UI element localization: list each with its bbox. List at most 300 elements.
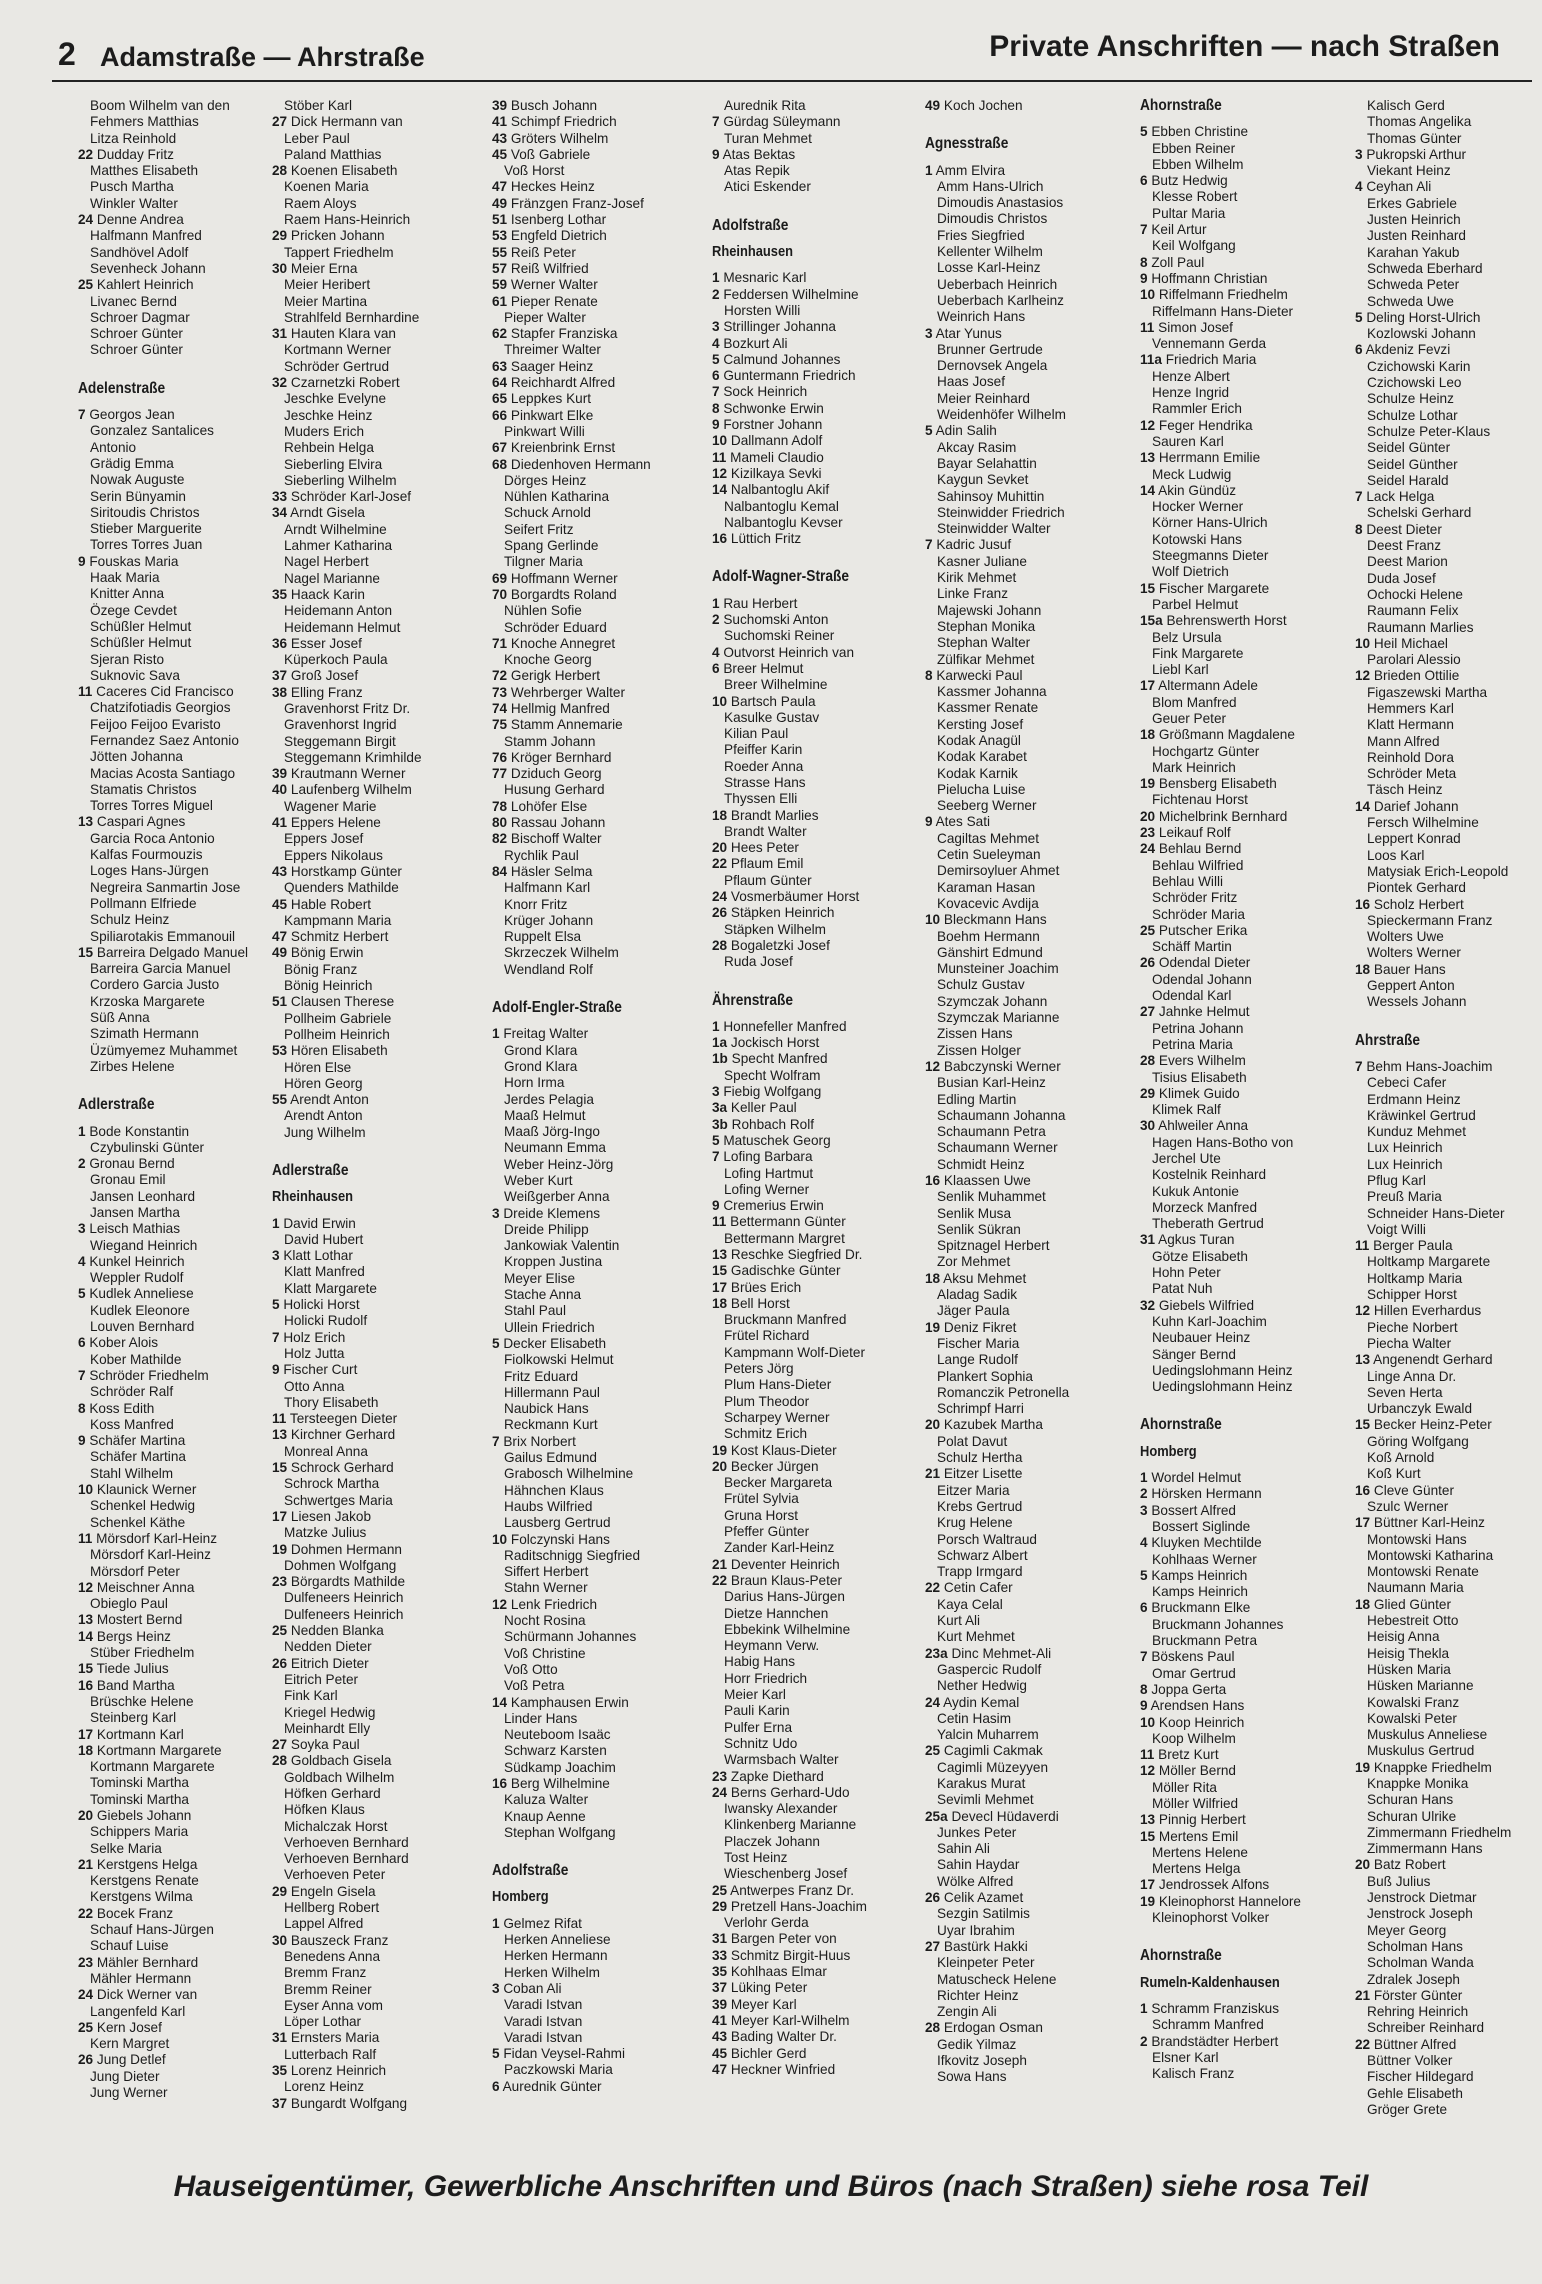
resident-entry: [1355, 1222, 1542, 1238]
resident-name: Karaman Hasan: [937, 879, 1036, 895]
resident-entry: [1140, 1600, 1340, 1616]
resident-entry: [78, 2036, 258, 2052]
resident-entry: [925, 163, 1135, 179]
resident-name: Winkler Walter: [90, 195, 178, 211]
resident-entry: [1140, 2066, 1340, 2082]
resident-entry: [78, 1824, 258, 1840]
resident-name: Deventer Heinrich: [730, 1556, 840, 1572]
resident-entry: [925, 798, 1135, 814]
resident-entry: [492, 554, 697, 570]
resident-entry: [272, 538, 477, 554]
resident-name: Fehmers Matthias: [90, 114, 199, 130]
resident-entry: [1355, 1580, 1542, 1596]
resident-name: Klimek Guido: [1158, 1085, 1240, 1101]
district-heading: Rumeln-Kaldenhausen: [1140, 1973, 1280, 1991]
resident-name: Halfmann Manfred: [90, 228, 202, 244]
resident-entry: [272, 1076, 477, 1092]
resident-name: Eitzer Lisette: [943, 1466, 1023, 1482]
resident-entry: [272, 799, 477, 815]
resident-name: Busian Karl-Heinz: [937, 1075, 1046, 1091]
house-number: 10: [492, 1531, 508, 1547]
resident-name: Sänger Bernd: [1152, 1346, 1236, 1362]
resident-entry: [78, 2020, 258, 2036]
resident-entry: [712, 1035, 917, 1051]
resident-name: Plum Hans-Dieter: [724, 1377, 832, 1393]
resident-name: Reinhold Dora: [1367, 749, 1454, 765]
resident-entry: [712, 352, 917, 368]
resident-name: Gürdag Süleymann: [723, 114, 841, 130]
resident-name: Hörsken Hermann: [1151, 1486, 1262, 1502]
resident-entry: [78, 814, 258, 830]
resident-entry: [272, 1476, 477, 1492]
resident-entry: [925, 994, 1135, 1010]
resident-name: Engeln Gisela: [290, 1883, 376, 1899]
resident-entry: [272, 2030, 477, 2046]
resident-entry: [712, 1084, 917, 1100]
resident-entry: [272, 587, 477, 603]
resident-entry: [1140, 336, 1340, 352]
resident-name: Aydin Kemal: [943, 1694, 1020, 1710]
resident-name: Suknovic Sava: [90, 667, 180, 683]
resident-name: Täsch Heinz: [1367, 782, 1443, 798]
resident-entry: [1140, 1135, 1340, 1151]
resident-name: Peters Jörg: [724, 1361, 794, 1377]
house-number: 9: [1140, 1698, 1148, 1714]
page-header: [0, 30, 1542, 76]
resident-name: Haak Maria: [90, 570, 160, 586]
resident-name: Steggemann Krimhilde: [284, 749, 422, 765]
resident-name: Stephan Walter: [937, 635, 1031, 651]
resident-entry: [78, 1857, 258, 1873]
house-number: 23: [272, 1574, 288, 1590]
resident-name: Horsten Willi: [724, 302, 801, 318]
resident-entry: [78, 261, 258, 277]
resident-entry: [272, 131, 477, 147]
resident-entry: [925, 1173, 1135, 1189]
house-number: 3b: [712, 1116, 728, 1132]
resident-entry: [925, 1059, 1135, 1075]
resident-entry: [925, 1532, 1135, 1548]
house-number: 9: [272, 1362, 280, 1378]
resident-name: Kampmann Wolf-Dieter: [724, 1344, 866, 1360]
resident-entry: [925, 1026, 1135, 1042]
house-number: 24: [78, 1987, 94, 2003]
resident-name: Wessels Johann: [1367, 994, 1467, 1010]
resident-name: Klatt Hermann: [1367, 717, 1454, 733]
resident-name: Michelbrink Bernhard: [1158, 808, 1288, 824]
resident-name: Mesnaric Karl: [723, 270, 807, 286]
resident-name: Lack Helga: [1366, 489, 1435, 505]
resident-name: Grabosch Wilhelmine: [504, 1466, 634, 1482]
house-number: 43: [272, 863, 288, 879]
resident-entry: [1355, 1271, 1542, 1287]
resident-entry: [272, 505, 477, 521]
resident-entry: [1140, 1249, 1340, 1265]
resident-entry: [925, 1678, 1135, 1694]
resident-entry: [1355, 1662, 1542, 1678]
resident-entry: [925, 570, 1135, 586]
resident-name: Szymczak Johann: [937, 993, 1048, 1009]
resident-entry: [1355, 1613, 1542, 1629]
resident-entry: [1355, 473, 1542, 489]
house-number: 16: [1355, 896, 1371, 912]
resident-entry: [1355, 848, 1542, 864]
resident-name: Figaszewski Martha: [1367, 684, 1488, 700]
house-number: 68: [492, 456, 508, 472]
house-number: 5: [492, 2046, 500, 2062]
resident-name: Varadi Istvan: [504, 2029, 583, 2045]
resident-entry: [1140, 255, 1340, 271]
resident-entry: [712, 2046, 917, 2062]
resident-name: Rehring Heinrich: [1367, 2004, 1469, 2020]
resident-entry: [1355, 815, 1542, 831]
house-number: 7: [925, 537, 933, 553]
resident-name: Viekant Heinz: [1367, 163, 1451, 179]
resident-entry: [925, 1743, 1135, 1759]
resident-entry: [712, 1361, 917, 1377]
resident-entry: [925, 749, 1135, 765]
house-number: 9: [712, 417, 720, 433]
resident-entry: [492, 228, 697, 244]
resident-entry: [78, 505, 258, 521]
resident-name: Lorenz Heinz: [284, 2079, 365, 2095]
house-number: 4: [712, 335, 720, 351]
resident-entry: [1355, 1727, 1542, 1743]
resident-entry: [925, 1890, 1135, 1906]
resident-entry: [1140, 1780, 1340, 1796]
resident-name: Hellmig Manfred: [510, 700, 610, 716]
house-number: 23: [78, 1954, 94, 1970]
resident-name: Sieberling Wilhelm: [284, 472, 397, 488]
resident-name: Südkamp Joachim: [504, 1759, 616, 1775]
resident-name: Bleckmann Hans: [943, 912, 1047, 928]
resident-name: Henze Albert: [1152, 368, 1230, 384]
resident-name: Kleinophorst Volker: [1152, 1910, 1270, 1926]
house-number: 29: [712, 1898, 728, 1914]
resident-entry: [272, 1656, 477, 1672]
resident-entry: [712, 1182, 917, 1198]
house-number: 32: [1140, 1297, 1156, 1313]
house-number: 4: [1140, 1535, 1148, 1551]
resident-name: Kilian Paul: [724, 726, 789, 742]
resident-entry: [1355, 929, 1542, 945]
resident-name: Zimmermann Hans: [1367, 1841, 1483, 1857]
resident-entry: [925, 1906, 1135, 1922]
resident-name: Raditschnigg Siegfried: [504, 1547, 641, 1563]
resident-entry: [925, 1092, 1135, 1108]
house-number: 78: [492, 798, 508, 814]
house-number: 14: [492, 1694, 508, 1710]
resident-entry: [272, 1060, 477, 1076]
resident-entry: [925, 2020, 1135, 2036]
resident-entry: [492, 945, 697, 961]
resident-entry: [712, 1899, 917, 1915]
resident-entry: [1140, 1184, 1340, 1200]
resident-entry: [272, 2079, 477, 2095]
resident-entry: [712, 179, 917, 195]
resident-entry: [492, 1932, 697, 1948]
resident-entry: [272, 701, 477, 717]
resident-name: Klaunick Werner: [96, 1482, 197, 1498]
house-number: 2: [712, 286, 720, 302]
resident-name: Linke Franz: [937, 586, 1009, 602]
resident-entry: [272, 978, 477, 994]
resident-name: Gehle Elisabeth: [1367, 2085, 1463, 2101]
resident-entry: [1140, 760, 1340, 776]
resident-entry: [1140, 1004, 1340, 1020]
resident-entry: [492, 1792, 697, 1808]
resident-entry: [492, 163, 697, 179]
resident-entry: [712, 1589, 917, 1605]
resident-name: Reiß Peter: [510, 244, 576, 260]
house-number: 19: [272, 1541, 288, 1557]
resident-entry: [925, 684, 1135, 700]
resident-name: Hören Else: [284, 1059, 352, 1075]
resident-name: Serin Bünyamin: [90, 488, 186, 504]
house-number: 84: [492, 863, 508, 879]
resident-entry: [712, 1866, 917, 1882]
resident-name: Knorr Fritz: [504, 896, 568, 912]
resident-name: Kohlhaas Elmar: [730, 1964, 827, 1980]
resident-name: Jansen Leonhard: [90, 1188, 196, 1204]
resident-name: Ebben Wilhelm: [1152, 156, 1244, 172]
resident-entry: [492, 473, 697, 489]
resident-name: Thomas Günter: [1367, 130, 1462, 146]
resident-entry: [272, 1786, 477, 1802]
resident-name: Dreide Philipp: [504, 1221, 589, 1237]
resident-entry: [78, 1498, 258, 1514]
resident-entry: [1140, 173, 1340, 189]
resident-name: Zander Karl-Heinz: [724, 1540, 835, 1556]
resident-name: Fiebig Wolfgang: [723, 1084, 822, 1100]
house-number: 21: [78, 1856, 94, 1872]
resident-entry: [1140, 792, 1340, 808]
house-number: 21: [1355, 1987, 1371, 2003]
resident-entry: [925, 1548, 1135, 1564]
resident-entry: [492, 1629, 697, 1645]
resident-entry: [1355, 897, 1542, 913]
house-number: 33: [712, 1947, 728, 1963]
resident-name: Mähler Hermann: [90, 1970, 192, 1986]
resident-name: Ueberbach Heinrich: [937, 276, 1058, 292]
resident-name: Möller Bernd: [1158, 1763, 1236, 1779]
resident-name: Behlau Willi: [1152, 873, 1224, 889]
resident-entry: [272, 522, 477, 538]
resident-name: Karwecki Paul: [936, 667, 1023, 683]
resident-name: Schwonke Erwin: [723, 400, 824, 416]
resident-entry: [1140, 141, 1340, 157]
resident-name: Romanczik Petronella: [937, 1384, 1070, 1400]
resident-entry: [492, 1646, 697, 1662]
house-number: 11: [712, 1214, 727, 1230]
house-number: 40: [272, 782, 288, 798]
resident-name: Mörsdorf Karl-Heinz: [90, 1547, 211, 1563]
resident-entry: [492, 929, 697, 945]
resident-name: Bocek Franz: [96, 1905, 174, 1921]
resident-name: Maaß Jörg-Ingo: [504, 1124, 600, 1140]
resident-name: Schwarz Albert: [937, 1547, 1028, 1563]
resident-entry: [492, 408, 697, 424]
resident-name: Heidemann Anton: [284, 603, 393, 619]
resident-entry: [925, 1222, 1135, 1238]
resident-entry: [492, 1916, 697, 1932]
resident-entry: [1140, 890, 1340, 906]
resident-name: Werner Walter: [510, 277, 598, 293]
resident-name: Schüßler Helmut: [90, 618, 192, 634]
resident-entry: [1355, 1059, 1542, 1075]
resident-name: Knoche Annegret: [510, 635, 616, 651]
resident-name: Hemmers Karl: [1367, 700, 1454, 716]
column-4: [712, 98, 917, 2078]
resident-name: Fiolkowski Helmut: [504, 1352, 614, 1368]
resident-name: Negreira Sanmartin Jose: [90, 879, 241, 895]
street-heading: Ahornstraße: [1140, 97, 1222, 114]
resident-name: Kovacevic Avdija: [937, 895, 1039, 911]
resident-entry: [925, 1597, 1135, 1613]
resident-entry: [78, 472, 258, 488]
resident-name: Tominski Martha: [90, 1791, 189, 1807]
house-number: 20: [712, 840, 728, 856]
resident-name: Nühlen Katharina: [504, 489, 610, 505]
house-number: 82: [492, 831, 508, 847]
resident-name: Bremm Franz: [284, 1965, 367, 1981]
resident-entry: [492, 620, 697, 636]
house-number: 17: [272, 1508, 288, 1524]
resident-name: Schwertges Maria: [284, 1492, 393, 1508]
resident-name: Darief Johann: [1373, 798, 1459, 814]
resident-entry: [1140, 695, 1340, 711]
resident-entry: [712, 1410, 917, 1426]
street-heading: Ahrstraße: [1355, 1031, 1420, 1049]
resident-entry: [1355, 1303, 1542, 1319]
resident-entry: [1355, 2086, 1542, 2102]
resident-entry: [712, 515, 917, 531]
resident-entry: [272, 147, 477, 163]
house-number: 11: [272, 1411, 287, 1427]
resident-entry: [712, 1817, 917, 1833]
resident-entry: [1140, 1649, 1340, 1665]
resident-name: Bode Konstantin: [89, 1123, 190, 1139]
resident-name: Bargen Peter von: [730, 1931, 837, 1947]
resident-name: Litza Reinhold: [90, 130, 177, 146]
resident-entry: [272, 1027, 477, 1043]
resident-name: Kaluza Walter: [504, 1792, 589, 1808]
resident-name: Stöber Karl: [284, 98, 353, 113]
resident-entry: [1140, 1568, 1340, 1584]
resident-name: Krüger Johann: [504, 912, 594, 928]
resident-entry: [1140, 1216, 1340, 1232]
resident-name: Losse Karl-Heinz: [937, 260, 1041, 276]
resident-entry: [78, 945, 258, 961]
resident-name: Verhoeven Peter: [284, 1867, 386, 1883]
resident-entry: [712, 1508, 917, 1524]
resident-name: Gadischke Günter: [730, 1263, 841, 1279]
resident-name: Dick Werner van: [96, 1987, 198, 2003]
resident-name: Holz Jutta: [284, 1345, 345, 1361]
resident-name: Hillermann Paul: [504, 1384, 600, 1400]
resident-entry: [492, 261, 697, 277]
house-number: 5: [712, 351, 720, 367]
resident-name: Preuß Maria: [1367, 1189, 1442, 1205]
resident-entry: [78, 245, 258, 261]
resident-name: Linder Hans: [504, 1710, 578, 1726]
resident-entry: [1140, 1910, 1340, 1926]
resident-name: Hoffmann Christian: [1151, 270, 1268, 286]
resident-name: Celik Azamet: [943, 1890, 1024, 1906]
resident-entry: [1355, 1075, 1542, 1091]
resident-entry: [712, 775, 917, 791]
house-number: 6: [1355, 342, 1363, 358]
resident-name: Hable Robert: [290, 896, 372, 912]
resident-entry: [925, 2004, 1135, 2020]
resident-entry: [1355, 701, 1542, 717]
resident-entry: [1355, 2069, 1542, 2085]
resident-name: Krzoska Margarete: [90, 993, 205, 1009]
resident-entry: [492, 1466, 697, 1482]
house-number: 22: [78, 146, 94, 162]
resident-entry: [712, 1752, 917, 1768]
resident-entry: [1355, 962, 1542, 978]
resident-entry: [492, 489, 697, 505]
house-number: 39: [492, 98, 508, 113]
resident-name: Schröder Fritz: [1152, 890, 1238, 906]
resident-name: Götze Elisabeth: [1152, 1248, 1248, 1264]
resident-name: Mörsdorf Peter: [90, 1563, 180, 1579]
resident-name: Kost Klaus-Dieter: [730, 1442, 837, 1458]
resident-name: Kasner Juliane: [937, 553, 1027, 569]
resident-name: Stahl Paul: [504, 1303, 566, 1319]
resident-name: Meischner Anna: [96, 1579, 195, 1595]
resident-entry: [1355, 1825, 1542, 1841]
resident-entry: [925, 1320, 1135, 1336]
resident-name: Senlik Sükran: [937, 1221, 1021, 1237]
resident-entry: [492, 831, 697, 847]
resident-entry: [925, 1923, 1135, 1939]
resident-entry: [925, 863, 1135, 879]
resident-entry: [712, 1312, 917, 1328]
resident-name: Kortmann Margarete: [96, 1742, 222, 1758]
resident-entry: [1140, 1070, 1340, 1086]
resident-entry: [1355, 636, 1542, 652]
resident-name: Gailus Edmund: [504, 1450, 597, 1466]
resident-name: Kortmann Werner: [284, 342, 392, 358]
resident-entry: [1355, 1466, 1542, 1482]
resident-name: Tost Heinz: [724, 1849, 788, 1865]
resident-name: Halfmann Karl: [504, 880, 591, 896]
resident-entry: [712, 1785, 917, 1801]
resident-name: Fink Karl: [284, 1688, 338, 1704]
resident-entry: [1355, 1401, 1542, 1417]
resident-entry: [492, 717, 697, 733]
resident-name: Deniz Fikret: [943, 1319, 1017, 1335]
resident-name: Feijoo Feijoo Evaristo: [90, 716, 221, 732]
house-number: 18: [1355, 961, 1371, 977]
resident-name: Fouskas Maria: [89, 553, 179, 569]
resident-entry: [1140, 988, 1340, 1004]
resident-entry: [78, 326, 258, 342]
resident-entry: [925, 961, 1135, 977]
resident-name: Boom Wilhelm van den: [90, 98, 230, 113]
resident-entry: [1355, 1515, 1542, 1531]
resident-entry: [1140, 1519, 1340, 1535]
house-number: 4: [78, 1253, 86, 1269]
resident-entry: [492, 440, 697, 456]
house-number: 49: [272, 945, 288, 961]
resident-name: Odendal Johann: [1152, 971, 1252, 987]
resident-entry: [492, 1776, 697, 1792]
resident-name: Dziduch Georg: [510, 766, 602, 782]
house-number: 62: [492, 326, 508, 342]
